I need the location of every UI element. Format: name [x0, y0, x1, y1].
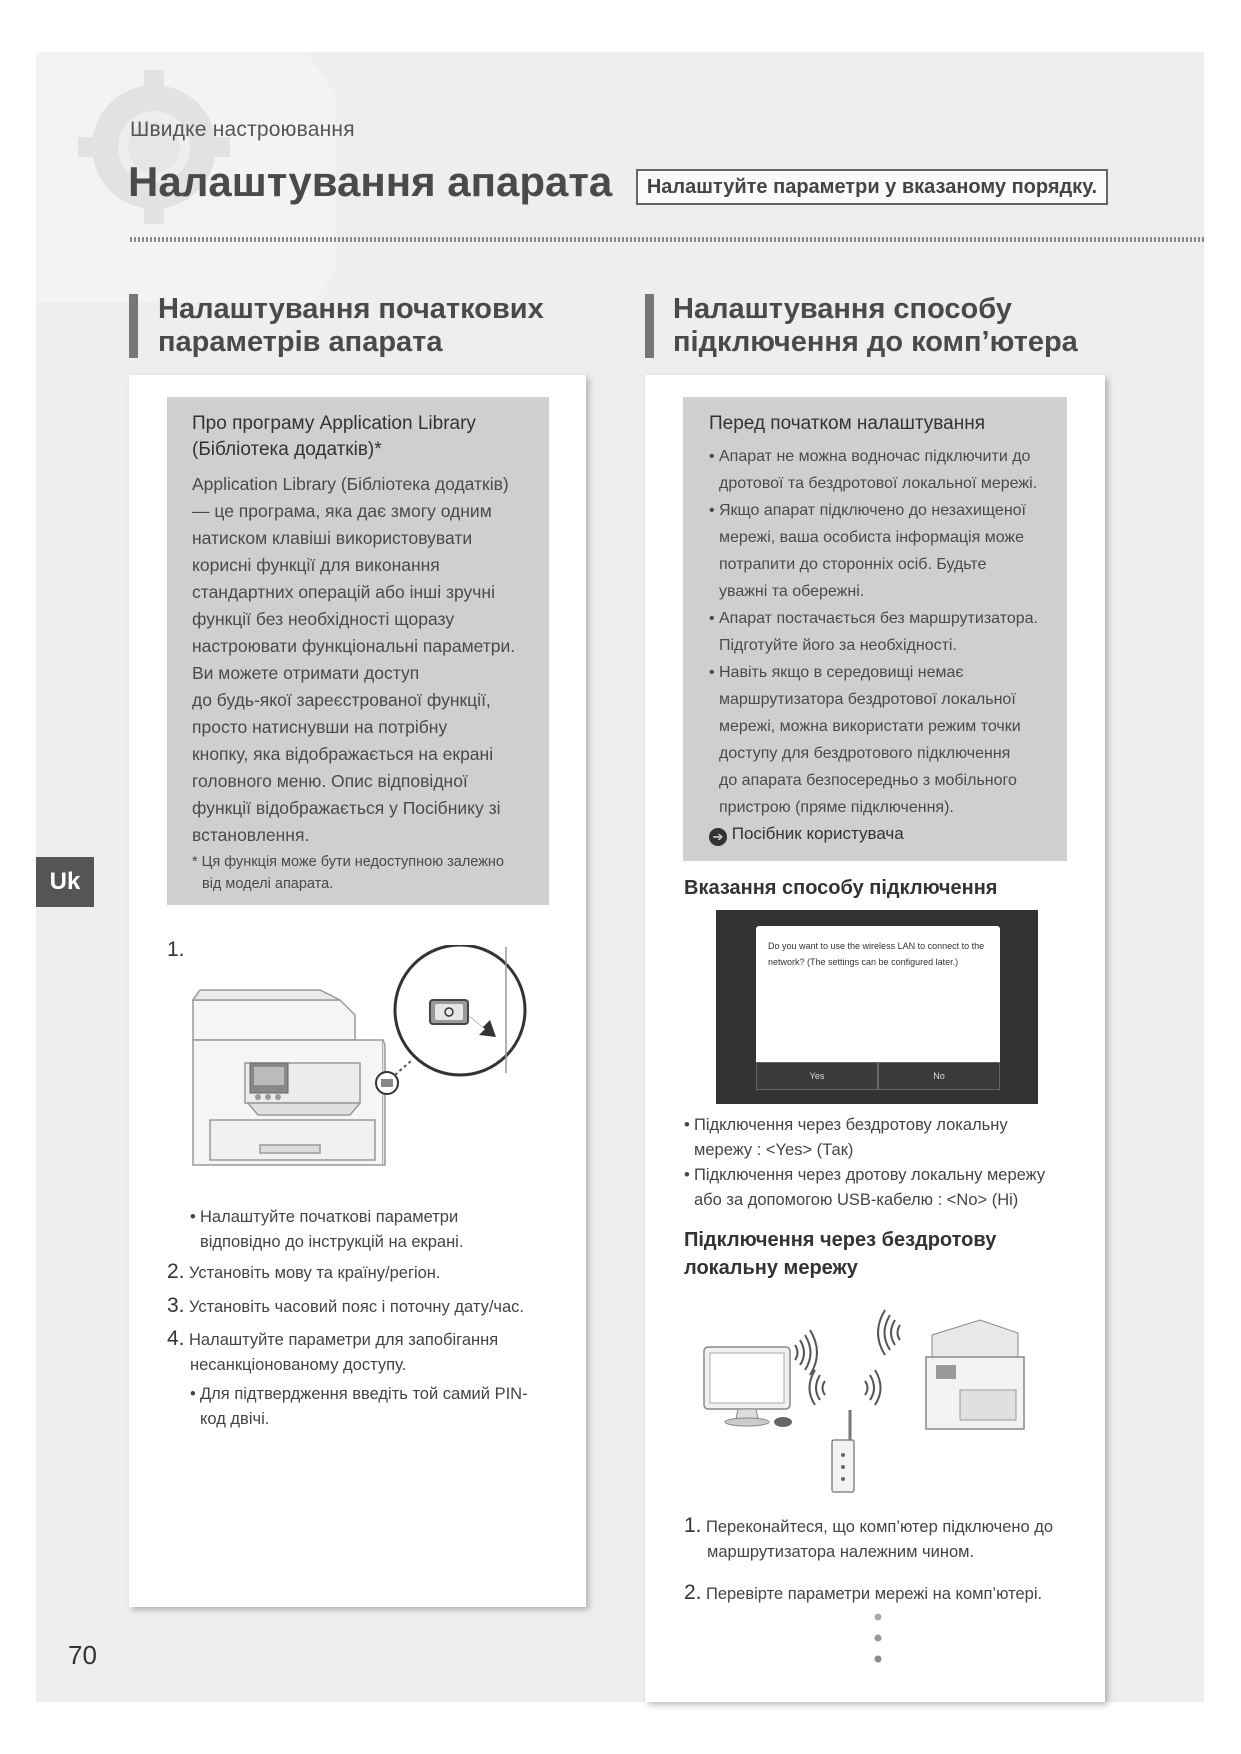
text-line: настроювати функціональні параметри.	[192, 636, 516, 656]
left-step4-bullet	[167, 1382, 528, 1432]
app-library-title-line2: (Бібліотека додатків)*	[192, 439, 382, 460]
footnote	[192, 851, 537, 895]
text-line: натиском клавіші використовувати	[192, 528, 473, 548]
device-screen	[716, 910, 1038, 1104]
step-number: 2.	[684, 1581, 702, 1604]
wireless-heading	[684, 1226, 996, 1282]
text-line: • Для підтвердження введіть той самий PIN-	[200, 1385, 528, 1403]
text-line: дротової та бездротової локальної мережі.	[719, 475, 1038, 492]
app-library-title-line1: Про програму Application Library	[192, 413, 476, 434]
text-line: мережі, можна використати режим точки	[719, 718, 1021, 735]
left-step3	[167, 1294, 524, 1320]
step-text: Установіть мову та країну/регіон.	[188, 1264, 441, 1282]
yes-button[interactable]: Yes	[756, 1062, 878, 1090]
bullet-item	[709, 659, 1059, 821]
text-line: мережі, ваша особиста інформація може	[719, 529, 1025, 546]
continuation-dots-icon	[872, 1612, 884, 1674]
page-kicker: Швидке настроювання	[130, 118, 355, 141]
text-line: • Налаштуйте початкові параметри	[200, 1208, 459, 1226]
right-step2	[684, 1581, 1042, 1607]
text-line: Підготуйте його за необхідності.	[719, 637, 957, 654]
text-line: встановлення.	[192, 825, 310, 845]
dotted-divider	[130, 237, 1204, 242]
text-line: Application Library (Бібліотека додатків)	[192, 474, 509, 494]
left-heading-line2: параметрів апарата	[158, 326, 443, 358]
left-step1-number: 1.	[167, 938, 185, 961]
text-line: Ви можете отримати доступ	[192, 663, 420, 683]
step-text: Установіть часовий пояс і поточну дату/час.	[188, 1298, 525, 1316]
right-step1	[684, 1514, 1053, 1565]
left-step1-bullet	[190, 1205, 463, 1255]
page-title: Налаштування апарата	[128, 158, 613, 205]
step-number: 1.	[684, 1514, 702, 1537]
text-line: просто натиснувши на потрібну	[192, 717, 448, 737]
right-heading-line1: Налаштування способу	[673, 293, 1012, 325]
text-line: відповідно до інструкцій на екрані.	[200, 1233, 464, 1251]
page-number: 70	[68, 1640, 97, 1670]
connection-method-heading: Вказання способу підключення	[684, 877, 998, 899]
text-line: до будь-якої зареєстрованої функції,	[192, 690, 491, 710]
bullet-item	[190, 1382, 528, 1432]
bullet-item	[684, 1163, 1045, 1213]
text-line: до апарата безпосередньо з мобільного	[719, 772, 1017, 789]
user-guide-link[interactable]	[709, 821, 1059, 847]
text-line: доступу для бездротового підключення	[719, 745, 1011, 762]
dialog-message: Do you want to use the wireless LAN to connect to the network? (The settings can be configured later.)	[768, 941, 985, 967]
connection-options	[684, 1113, 1045, 1213]
text-line: • Навіть якщо в середовищі немає	[719, 664, 964, 681]
language-tab: Uk	[36, 857, 94, 907]
text-line: • Підключення через дротову локальну мережу	[694, 1166, 1046, 1184]
text-line: пристрою (пряме підключення).	[719, 799, 954, 816]
text-line: • Підключення через бездротову локальну	[694, 1116, 1008, 1134]
text-line: • Апарат постачається без маршрутизатора.	[719, 610, 1038, 627]
bullet-item	[190, 1205, 463, 1255]
left-heading-line1: Налаштування початкових	[158, 293, 544, 325]
right-section-heading	[673, 293, 1078, 359]
footnote-line1: * Ця функція може бути недоступною залежно	[192, 854, 504, 870]
wireless-dialog	[756, 926, 1000, 1076]
step-number: 4.	[167, 1327, 185, 1350]
app-library-box	[167, 397, 549, 905]
order-note: Налаштуйте параметри у вказаному порядку.	[636, 169, 1108, 205]
before-setup-title: Перед початком налаштування	[709, 413, 986, 434]
footnote-line2: від моделі апарата.	[202, 876, 334, 892]
bullet-item	[709, 497, 1059, 605]
left-step2	[167, 1260, 441, 1286]
bullet-item	[709, 443, 1059, 497]
text-line: потрапити до сторонніх осіб. Будьте	[719, 556, 987, 573]
text-line: — це програма, яка дає змогу одним	[192, 501, 492, 521]
no-button[interactable]: No	[878, 1062, 1000, 1090]
before-setup-box	[683, 397, 1067, 861]
step-text: Налаштуйте параметри для запобігання	[188, 1331, 499, 1349]
wireless-heading-line2: локальну мережу	[684, 1257, 858, 1279]
user-guide-link-label: Посібник користувача	[731, 824, 904, 843]
text-line: головного меню. Опис відповідної	[192, 771, 468, 791]
left-step4	[167, 1327, 528, 1432]
text-line: маршрутизатора бездротової локальної	[719, 691, 1016, 708]
text-line: корисні функції для виконання	[192, 555, 440, 575]
bullet-item	[684, 1113, 1045, 1163]
step-text: Перевірте параметри мережі на комп’ютері.	[705, 1585, 1043, 1603]
bullet-item	[709, 605, 1059, 659]
text-line: код двічі.	[200, 1410, 270, 1428]
step-number: 3.	[167, 1294, 185, 1317]
right-heading-line2: підключення до комп’ютера	[673, 326, 1078, 358]
step-text-line2: маршрутизатора належним чином.	[707, 1543, 975, 1561]
printer-power-illustration	[190, 945, 540, 1185]
right-section-bar	[645, 294, 654, 358]
wireless-heading-line1: Підключення через бездротову	[684, 1229, 997, 1251]
text-line: кнопку, яка відображається на екрані	[192, 744, 494, 764]
text-line: • Якщо апарат підключено до незахищеної	[719, 502, 1026, 519]
text-line: уважні та обережні.	[719, 583, 865, 600]
text-line: • Апарат не можна водночас підключити до	[719, 448, 1031, 465]
step-number: 2.	[167, 1260, 185, 1283]
text-line: або за допомогою USB-кабелю : <No> (Ні)	[694, 1191, 1019, 1209]
app-library-description	[192, 471, 537, 849]
left-section-bar	[129, 294, 138, 358]
text-line: функції без необхідності щоразу	[192, 609, 455, 629]
text-line: функції відображається у Посібнику зі	[192, 798, 501, 818]
left-section-heading	[158, 293, 544, 359]
step-text-line2: несанкціонованому доступу.	[190, 1356, 407, 1374]
before-setup-bullets	[709, 443, 1059, 821]
text-line: стандартних операцій або інші зручні	[192, 582, 495, 602]
step-text: Переконайтеся, що комп’ютер підключено до	[705, 1518, 1054, 1536]
wireless-network-illustration	[700, 1295, 1040, 1510]
text-line: мережу : <Yes> (Так)	[694, 1141, 854, 1159]
arrow-circle-icon: ➔	[709, 828, 727, 846]
